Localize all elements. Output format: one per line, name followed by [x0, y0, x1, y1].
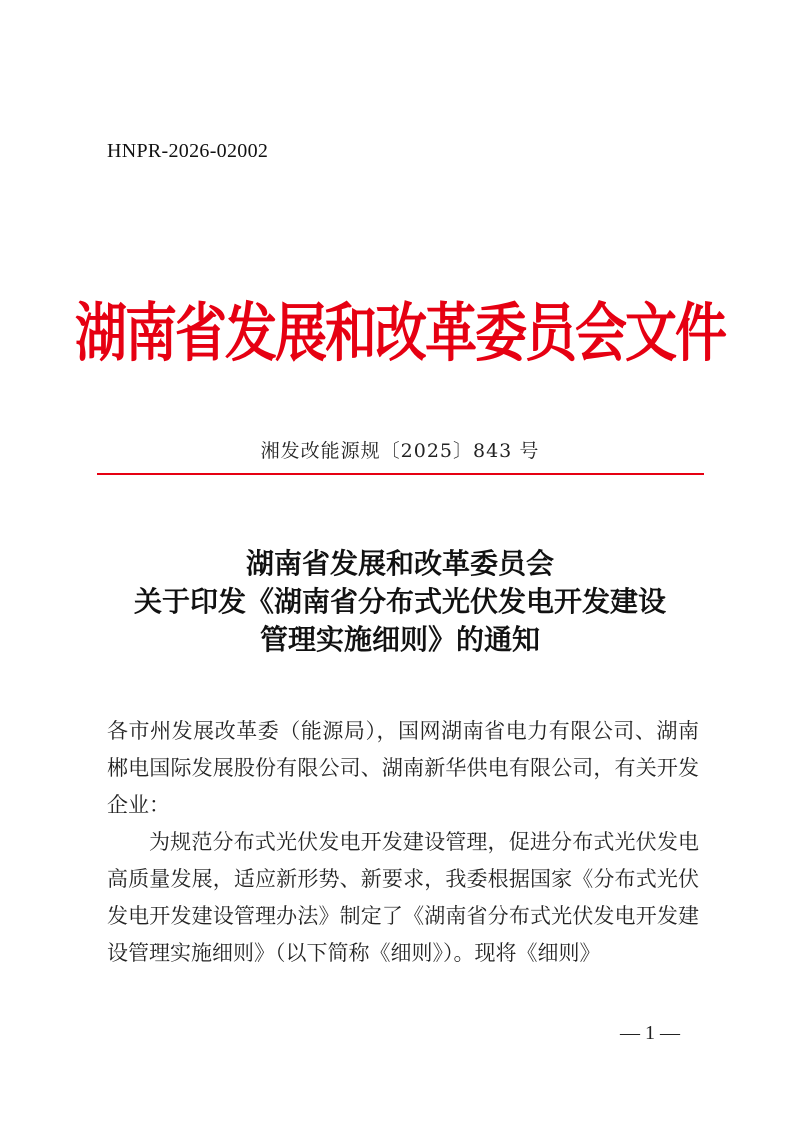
red-header-title: 湖南省发展和改革委员会文件 — [74, 297, 725, 372]
body-paragraph: 为规范分布式光伏发电开发建设管理，促进分布式光伏发电高质量发展，适应新形势、新要求，我委根据国家《分布式光伏发电开发建设管理办法》制定了《湖南省分布式光伏发电开发建设管理实施细则》（以下简称《细则》）。现将《细则》 — [107, 830, 699, 965]
body-text — [107, 713, 699, 972]
notice-title — [0, 545, 800, 659]
page-number: — 1 — — [620, 1022, 680, 1044]
notice-title-line-2: 关于印发《湖南省分布式光伏发电开发建设 — [133, 585, 666, 618]
document-number: 湘发改能源规〔2025〕843 号 — [260, 440, 540, 462]
document-code: HNPR-2026-02002 — [107, 140, 269, 162]
notice-title-line-3: 管理实施细则》的通知 — [259, 623, 540, 656]
red-divider-line — [97, 473, 704, 475]
notice-title-line-1: 湖南省发展和改革委员会 — [245, 547, 554, 580]
recipients-paragraph: 各市州发展改革委（能源局），国网湖南省电力有限公司、湖南郴电国际发展股份有限公司、湖南新华供电有限公司，有关开发企业： — [107, 719, 699, 817]
